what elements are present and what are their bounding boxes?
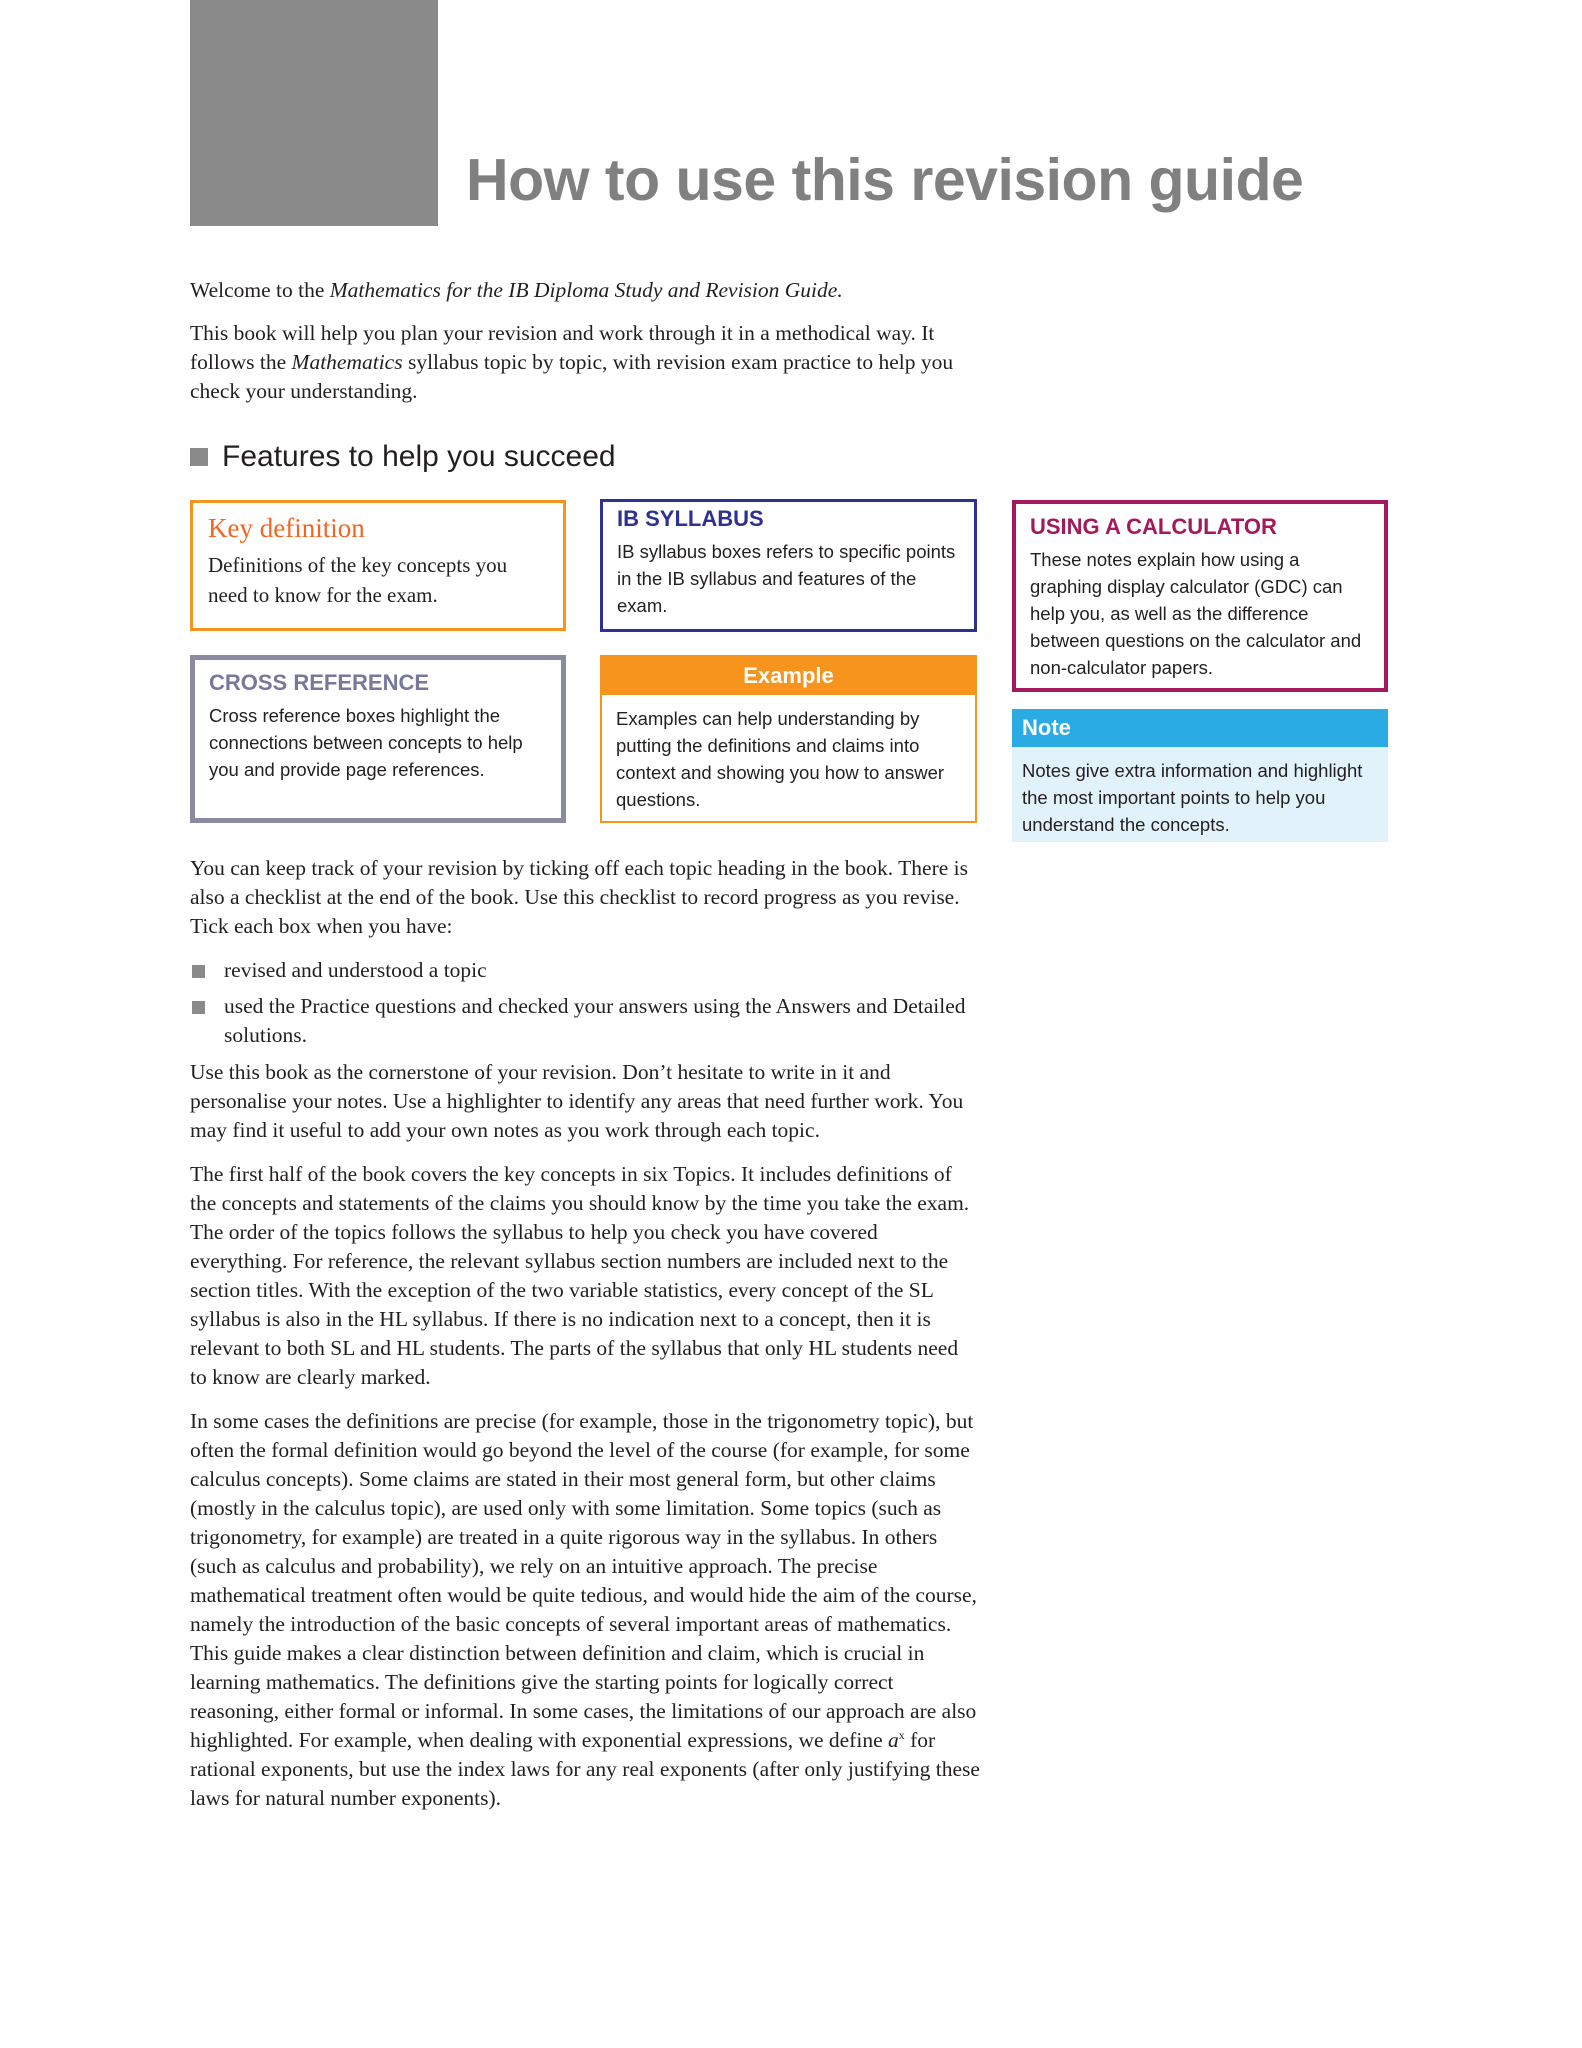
body-section [190,854,980,1828]
list-item [190,956,980,985]
list-item-text: used the Practice questions and checked your answers using the Answers and Detailed solutions. [224,994,966,1047]
page-title: How to use this revision guide [466,147,1304,213]
ib-syllabus-box [600,499,977,632]
math-exponent: x [898,1727,905,1742]
list-item-text: revised and understood a topic [224,958,487,982]
math-variable: a [887,1728,899,1752]
body-paragraph-1: You can keep track of your revision by ticking off each topic heading in the book. There is also a checklist at the end of the book. Use this checklist to record progress as you revise. Tick each box when you have: [190,856,968,938]
example-body: Examples can help understanding by putting the definitions and claims into context and showing you how to answer questions. [616,708,945,810]
square-bullet-icon [192,1001,205,1014]
ib-syllabus-body: IB syllabus boxes refers to specific points in the IB syllabus and features of the exam. [617,541,956,616]
list-item [190,992,980,1050]
intro-text: Welcome to the [190,278,330,302]
body-paragraph-2: Use this book as the cornerstone of your revision. Don’t hesitate to write in it and personalise your notes. Use a highlighter to identify any areas that need further work. You may find it useful to add your own notes as you work through each topic. [190,1060,964,1142]
key-definition-box [190,500,566,631]
key-definition-body: Definitions of the key concepts you need to know for the exam. [208,553,508,607]
cross-reference-title: CROSS REFERENCE [209,670,430,695]
cross-reference-box [190,655,566,823]
intro-text: syllabus topic by topic, with revision exam practice to help you check your understanding. [190,350,954,403]
example-box [600,655,977,823]
body-text: for rational exponents, but use the index laws for any real exponents (after only justifying these laws for natural number exponents). [190,1728,980,1810]
intro-text: This book will help you plan your revision and work through it in a methodical way. It follows the [190,321,935,374]
calculator-title: USING A CALCULATOR [1030,514,1277,539]
note-title: Note [1012,709,1388,747]
checklist-bullets [190,956,980,1050]
body-paragraph-4 [190,1407,980,1813]
ib-syllabus-title: IB SYLLABUS [617,506,764,531]
body-paragraph-3: The first half of the book covers the key concepts in six Topics. It includes definitions of the concepts and statements of the claims you should know by the time you take the exam. The order of the topics follows the syllabus to help you check you have covered everything. For reference, the relevant syllabus section numbers are included next to the section titles. With the exception of the two variable statistics, every concept of the SL syllabus is also in the HL syllabus. If there is no indication next to a concept, then it is relevant to both SL and HL students. The parts of the syllabus that only HL students need to know are clearly marked. [190,1162,970,1389]
square-bullet-icon [190,448,208,466]
intro-paragraph-2 [190,319,980,406]
book-title: Mathematics for the IB Diploma Study and Revision Guide. [329,278,843,302]
cross-reference-body: Cross reference boxes highlight the connections between concepts to help you and provide page references. [209,705,523,780]
intro-section [190,276,980,420]
note-body: Notes give extra information and highlight the most important points to help you understand the concepts. [1022,760,1363,835]
features-heading [190,440,616,474]
features-heading-text: Features to help you succeed [222,440,616,473]
example-title: Example [602,657,975,695]
header-gray-block [190,0,438,226]
calculator-body: These notes explain how using a graphing display calculator (GDC) can help you, as well as the difference between questions on the calculator and non-calculator papers. [1030,549,1362,678]
intro-paragraph-1 [190,276,980,305]
body-text: In some cases the definitions are precise (for example, those in the trigonometry topic), but often the formal definition would go beyond the level of the course (for example, for some calculus concepts). Some claims are stated in their most general form, but other claims (mostly in the calculus topic), are used only with some limitation. Some topics (such as trigonometry, for example) are treated in a quite rigorous way in the syllabus. In others (such as calculus and probability), we rely on an intuitive approach. The precise mathematical treatment often would be quite tedious, and would hide the aim of the course, namely the introduction of the basic concepts of several important areas of mathematics. This guide makes a clear distinction between definition and claim, which is crucial in learning mathematics. The definitions give the starting points for logically correct reasoning, either formal or informal. In some cases, the limitations of our approach are also highlighted. For example, when dealing with exponential expressions, we define [190,1409,977,1752]
calculator-box [1012,500,1388,692]
key-definition-title: Key definition [208,513,365,543]
note-box [1012,709,1388,842]
subject-name: Mathematics [291,350,403,374]
square-bullet-icon [192,965,205,978]
